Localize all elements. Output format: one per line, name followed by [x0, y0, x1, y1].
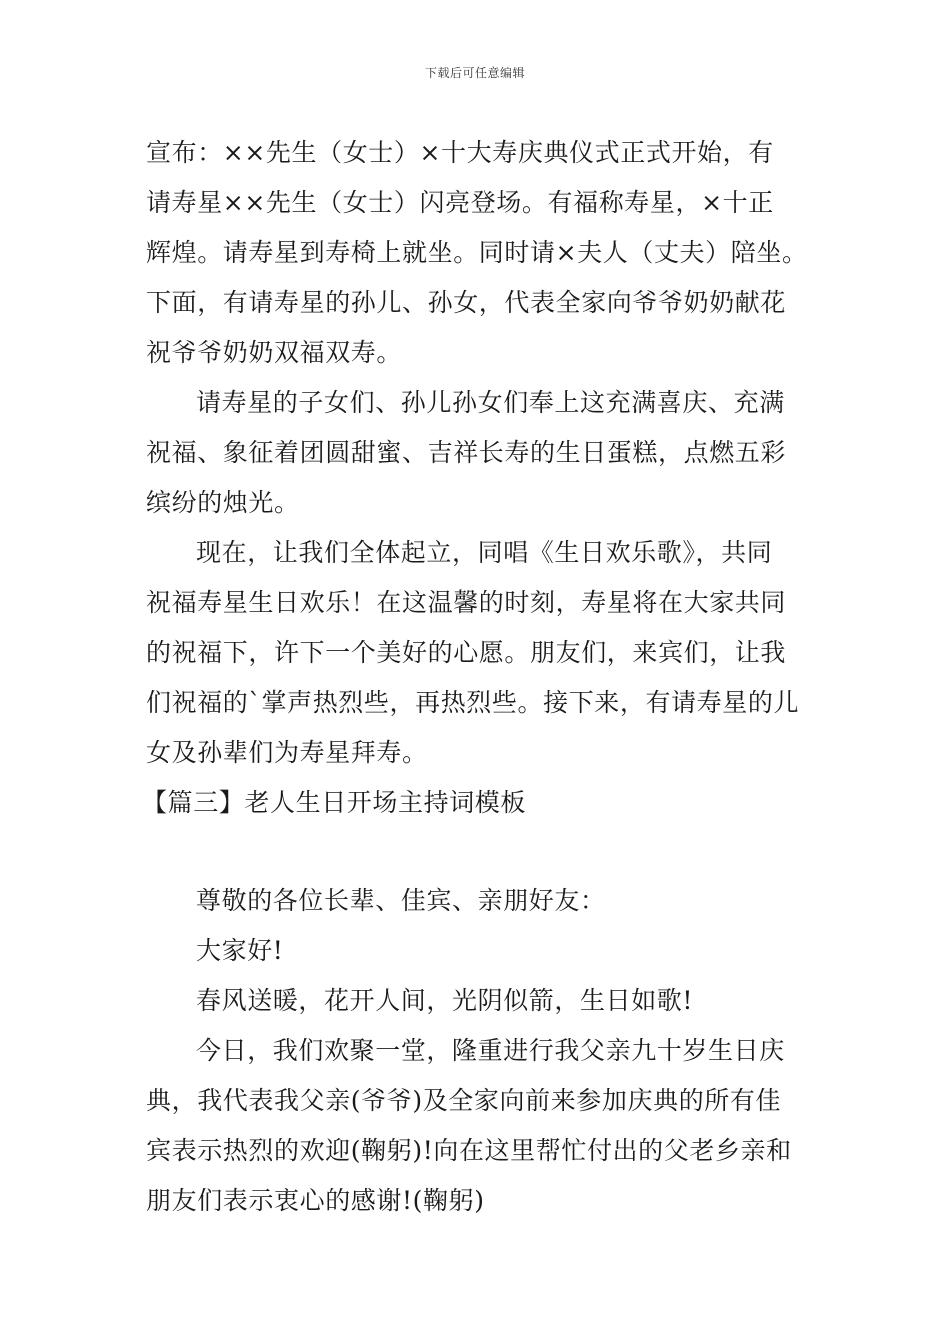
- paragraph-line: 祝爷爷奶奶双福双寿。: [146, 338, 403, 367]
- paragraph-line: 辉煌。请寿星到寿椅上就坐。同时请×夫人（丈夫）陪坐。: [146, 238, 808, 267]
- greeting-line: 尊敬的各位长辈、佳宾、亲朋好友：: [196, 886, 606, 915]
- paragraph-line: 请寿星××先生（女士）闪亮登场。有福称寿星，×十正: [146, 188, 774, 217]
- paragraph-line: 缤纷的烛光。: [146, 488, 300, 517]
- paragraph-line: 今日，我们欢聚一堂，隆重进行我父亲九十岁生日庆: [196, 1036, 785, 1065]
- page-header: 下载后可任意编辑: [424, 66, 525, 80]
- paragraph-line: 下面，有请寿星的孙儿、孙女，代表全家向爷爷奶奶献花: [146, 288, 787, 317]
- paragraph-line: 祝福寿星生日欢乐！在这温馨的时刻，寿星将在大家共同: [146, 588, 787, 617]
- paragraph-line: 朋友们表示衷心的感谢!(鞠躬): [146, 1186, 485, 1215]
- paragraph-line: 典，我代表我父亲(爷爷)及全家向前来参加庆典的所有佳: [146, 1086, 782, 1115]
- document-body: [142, 128, 810, 1226]
- paragraph-line: 宣布：××先生（女士）×十大寿庆典仪式正式开始，有: [146, 138, 774, 167]
- paragraph-line: 们祝福的`掌声热烈些，再热烈些。接下来，有请寿星的儿: [146, 688, 800, 717]
- paragraph-line: 女及孙辈们为寿星拜寿。: [146, 738, 428, 767]
- section-title: 【篇三】老人生日开场主持词模板: [142, 788, 527, 817]
- paragraph-line: 祝福、象征着团圆甜蜜、吉祥长寿的生日蛋糕，点燃五彩: [146, 438, 787, 467]
- greeting-line: 大家好!: [196, 936, 284, 965]
- paragraph-line: 宾表示热烈的欢迎(鞠躬)!向在这里帮忙付出的父老乡亲和: [146, 1136, 792, 1165]
- paragraph-line: 的祝福下，许下一个美好的心愿。朋友们，来宾们，让我: [146, 638, 787, 667]
- paragraph-line: 现在，让我们全体起立，同唱《生日欢乐歌》，共同: [196, 538, 773, 567]
- greeting-line: 春风送暖，花开人间，光阴似箭，生日如歌!: [196, 986, 694, 1015]
- paragraph-line: 请寿星的子女们、孙儿孙女们奉上这充满喜庆、充满: [196, 388, 785, 417]
- section-spacer: [146, 828, 810, 876]
